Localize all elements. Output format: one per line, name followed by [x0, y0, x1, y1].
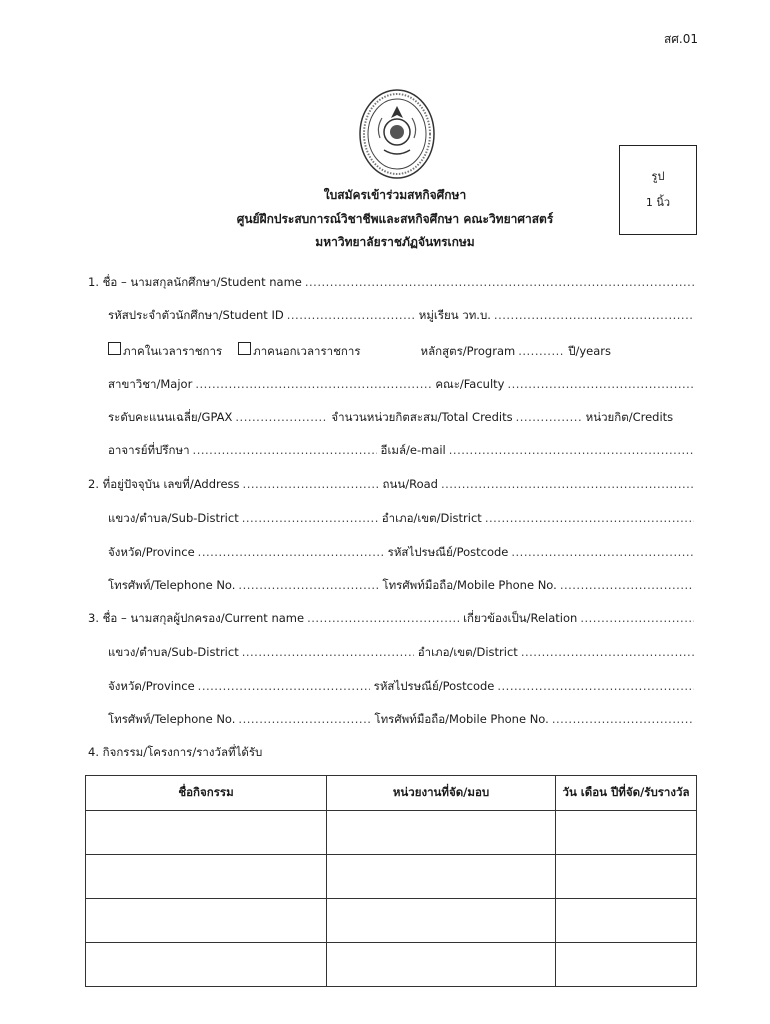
column-activity-name: ชื่อกิจกรรม [86, 776, 327, 811]
guardian-province-label: จังหวัด/Province [108, 679, 195, 693]
advisor-label: อาจารย์ที่ปรึกษา [108, 443, 190, 457]
column-date: วัน เดือน ปีที่จัด/รับรางวัล [556, 776, 697, 811]
program-years-field[interactable] [518, 344, 564, 358]
address-postcode-field[interactable] [511, 545, 694, 559]
road-label: ถนน/Road [382, 477, 438, 491]
address-telephone-field[interactable] [238, 578, 378, 592]
guardian-district-field[interactable] [521, 645, 694, 659]
major-label: สาขาวิชา/Major [108, 377, 193, 391]
guardian-telephone-label: โทรศัพท์/Telephone No. [108, 712, 236, 726]
guardian-row [88, 610, 698, 628]
regular-time-label: ภาคในเวลาราชการ [123, 344, 223, 358]
guardian-postcode-label: รหัสไปรษณีย์/Postcode [373, 679, 495, 693]
table-cell[interactable] [556, 855, 697, 899]
guardian-name-field[interactable] [307, 611, 459, 625]
address-subdistrict-label: แขวง/ตำบล/Sub-District [108, 511, 239, 525]
student-id-row [108, 307, 698, 325]
table-row [86, 943, 697, 987]
address-province-field[interactable] [198, 545, 384, 559]
guardian-phone-row [108, 711, 698, 729]
address-phone-row [108, 577, 698, 595]
email-field[interactable] [449, 443, 694, 457]
address-label: 2. ที่อยู่ปัจจุบัน เลขที่/Address [88, 477, 240, 491]
table-cell[interactable] [327, 899, 556, 943]
student-id-field[interactable] [287, 308, 415, 322]
student-id-label: รหัสประจำตัวนักศึกษา/Student ID [108, 308, 284, 322]
table-row [86, 811, 697, 855]
major-field[interactable] [195, 377, 431, 391]
table-cell[interactable] [556, 811, 697, 855]
table-cell[interactable] [327, 811, 556, 855]
column-organizer: หน่วยงานที่จัด/มอบ [327, 776, 556, 811]
address-postcode-label: รหัสไปรษณีย์/Postcode [387, 545, 509, 559]
credits-label: จำนวนหน่วยกิตสะสม/Total Credits [331, 410, 513, 424]
faculty-label: คณะ/Faculty [435, 377, 505, 391]
group-field[interactable] [494, 308, 694, 322]
special-time-label: ภาคนอกเวลาราชการ [253, 344, 361, 358]
address-field[interactable] [243, 477, 379, 491]
address-district-label: อำเภอ/เขต/District [381, 511, 482, 525]
relation-field[interactable] [580, 611, 694, 625]
address-subdistrict-field[interactable] [242, 511, 378, 525]
form-subtitle-center: ศูนย์ฝึกประสบการณ์วิชาชีพและสหกิจศึกษา คณะวิทยาศาสตร์ [236, 212, 554, 226]
table-cell[interactable] [86, 943, 327, 987]
credits-field[interactable] [516, 410, 582, 424]
faculty-field[interactable] [507, 377, 694, 391]
table-cell[interactable] [86, 855, 327, 899]
guardian-mobile-field[interactable] [552, 712, 694, 726]
form-title: ใบสมัครเข้าร่วมสหกิจศึกษา [323, 188, 467, 202]
gpax-row [108, 409, 698, 427]
address-telephone-label: โทรศัพท์/Telephone No. [108, 578, 236, 592]
table-row [86, 899, 697, 943]
guardian-mobile-label: โทรศัพท์มือถือ/Mobile Phone No. [374, 712, 549, 726]
credits-unit-label: หน่วยกิต/Credits [585, 410, 674, 424]
form-subtitle-university: มหาวิทยาลัยราชภัฏจันทรเกษม [315, 235, 475, 249]
advisor-field[interactable] [193, 443, 377, 457]
guardian-subdistrict-field[interactable] [242, 645, 414, 659]
address-district-field[interactable] [485, 511, 694, 525]
table-cell[interactable] [556, 943, 697, 987]
gpax-field[interactable] [235, 410, 327, 424]
guardian-district-label: อำเภอ/เขต/District [417, 645, 518, 659]
program-row [108, 342, 698, 360]
email-label: อีเมล์/e-mail [380, 443, 446, 457]
address-mobile-label: โทรศัพท์มือถือ/Mobile Phone No. [382, 578, 557, 592]
student-name-field[interactable] [305, 275, 694, 289]
activities-table [85, 775, 697, 987]
guardian-subdistrict-row [108, 644, 698, 662]
address-row [88, 476, 698, 494]
address-province-label: จังหวัด/Province [108, 545, 195, 559]
university-seal-icon [358, 88, 436, 180]
group-label: หมู่เรียน วท.บ. [418, 308, 491, 322]
table-cell[interactable] [556, 899, 697, 943]
table-cell[interactable] [327, 943, 556, 987]
table-cell[interactable] [86, 811, 327, 855]
student-name-row [88, 274, 698, 292]
photo-size: 1 นิ้ว [645, 196, 671, 209]
table-cell[interactable] [327, 855, 556, 899]
advisor-row [108, 442, 698, 460]
activities-heading: 4. กิจกรรม/โครงการ/รางวัลที่ได้รับ [88, 745, 263, 759]
activities-heading-row [88, 744, 698, 762]
table-header-row [86, 776, 697, 811]
guardian-telephone-field[interactable] [238, 712, 370, 726]
student-name-label: 1. ชื่อ – นามสกุลนักศึกษา/Student name [88, 275, 302, 289]
years-label: ปี/years [568, 344, 612, 358]
road-field[interactable] [441, 477, 694, 491]
special-time-checkbox[interactable] [238, 342, 251, 355]
table-row [86, 855, 697, 899]
guardian-subdistrict-label: แขวง/ตำบล/Sub-District [108, 645, 239, 659]
guardian-postcode-field[interactable] [497, 679, 694, 693]
regular-time-checkbox[interactable] [108, 342, 121, 355]
program-label: หลักสูตร/Program [420, 344, 516, 358]
address-mobile-field[interactable] [560, 578, 694, 592]
guardian-province-row [108, 678, 698, 696]
address-province-row [108, 544, 698, 562]
document-code: สศ.01 [663, 32, 698, 46]
photo-label: รูป [651, 170, 665, 183]
major-row [108, 376, 698, 394]
address-subdistrict-row [108, 510, 698, 528]
guardian-province-field[interactable] [198, 679, 370, 693]
relation-label: เกี่ยวข้องเป็น/Relation [463, 611, 578, 625]
gpax-label: ระดับคะแนนเฉลี่ย/GPAX [108, 410, 233, 424]
guardian-name-label: 3. ชื่อ – นามสกุลผู้ปกครอง/Current name [88, 611, 305, 625]
table-cell[interactable] [86, 899, 327, 943]
